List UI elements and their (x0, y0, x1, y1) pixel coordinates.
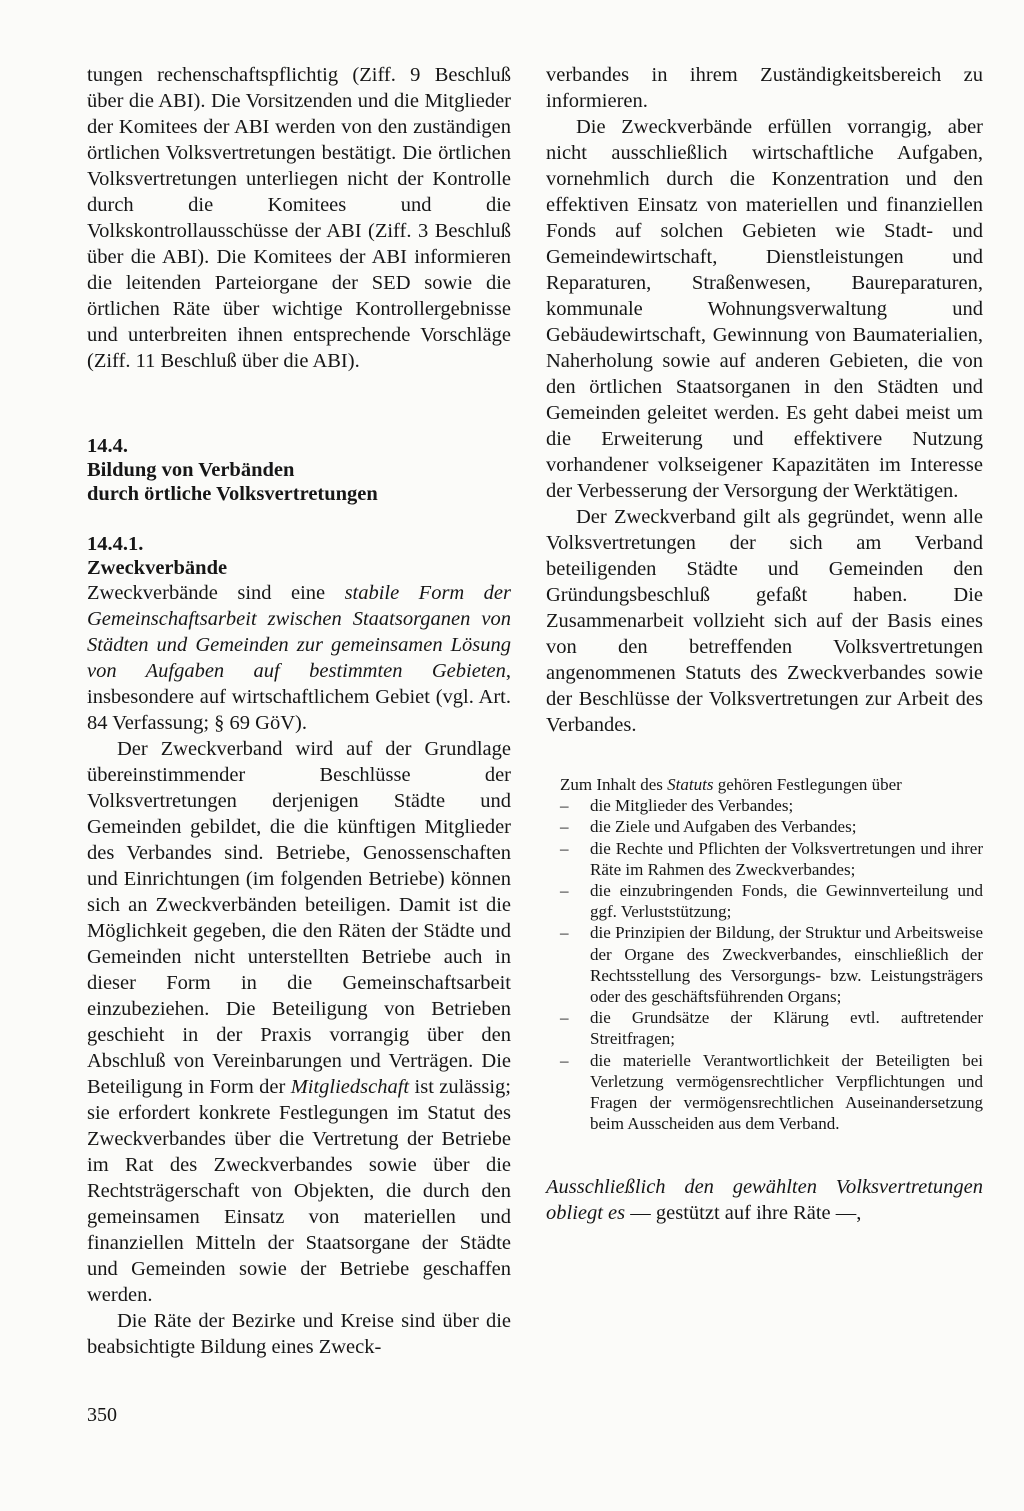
page-number: 350 (87, 1404, 117, 1426)
list-item: – die Grundsätze der Klärung evtl. auftretender Streitfragen; (560, 1008, 983, 1049)
box-intro: Zum Inhalt des Statuts gehören Festlegungen über (560, 775, 902, 794)
paragraph: Der Zweckverband gilt als gegründet, wenn alle Volksvertretungen der sich am Verband beteiligenden Städte und Gemeinden den Gründungsbeschluß gefaßt haben. Die Zusammenarbeit vollzieht sich auf der Basis eines von den betreffenden Volksvertretungen angenommenen Statuts des Zweckverbandes sowie der Beschlüsse der Volksvertretungen zur Arbeit des Verbandes. (546, 506, 983, 736)
section-title-line-2: durch örtliche Volksvertretungen (87, 483, 378, 505)
statute-content-box (560, 774, 983, 1134)
emphasis: Ausschließlich den gewählten Volksvertretungen obliegt es (546, 1176, 983, 1225)
list-item: – die Prinzipien der Bildung, der Struktur und Arbeitsweise der Organe des Zweckverbandes, einschließlich der Rechtsstellung des Versorgungs- bzw. Leistungsträgers oder des geschäftsführenden Organs; (560, 923, 983, 1007)
subsection-number: 14.4.1. (87, 533, 144, 555)
statute-list (560, 795, 983, 1134)
list-item: – die Ziele und Aufgaben des Verbandes; (560, 817, 857, 837)
paragraph: Zweckverbände sind eine stabile Form der Gemeinschaftsarbeit zwischen Staatsorganen von Städten und Gemeinden zur gemeinsamen Lösung von Aufgaben auf bestimmten Gebieten, insbesondere auf wirtschaftlichem Gebiet (vgl. Art. 84 Verfassung; § 69 GöV). (87, 582, 512, 734)
paragraph: Der Zweckverband wird auf der Grundlage übereinstimmender Beschlüsse der Volksvertretungen derjenigen Städte und Gemeinden gebildet, die die künftigen Mitglieder des Verbandes sind. Betriebe, Genossenschaften und Einrichtungen (im folgenden Betriebe) können sich an Zweckverbänden beteiligen. Damit ist die Möglichkeit gegeben, die den Räten der Städte und Gemeinden nicht unterstellten Betriebe auch in dieser Form in die Gemeinschaftsarbeit einzubeziehen. Die Beteiligung von Betrieben geschieht in der Praxis vorrangig über den Abschluß von Vereinbarungen und Verträgen. Die Beteiligung in Form der Mitgliedschaft ist zulässig; sie erfordert konkrete Festlegungen im Statut des Zweckverbandes über die Vertretung der Betriebe im Rat des Zweckverbandes sowie über die Rechtsträgerschaft von Objekten, die durch den gemeinsamen Einsatz von materiellen und finanziellen Mitteln der Staatsorgane der Städte und Gemeinden sowie der Betriebe geschaffen werden. (87, 738, 511, 1306)
emphasis: Statuts (667, 775, 714, 794)
list-item: – die materielle Verantwortlichkeit der Beteiligten bei Verletzung vermögensrechtlicher Verpflichtungen und Fragen der vermögensrechtlichen Auseinandersetzung beim Ausscheiden aus dem Verband. (560, 1050, 983, 1134)
list-item: – die Rechte und Pflichten der Volksvertretungen und ihrer Räte im Rahmen des Zweckverbandes; (560, 838, 983, 879)
subsection-title: Zweckverbände (87, 557, 228, 579)
list-item: – die Mitglieder des Verbandes; (560, 796, 794, 816)
paragraph: Die Zweckverbände erfüllen vorrangig, aber nicht ausschließlich wirtschaftliche Aufgaben, vornehmlich durch die Konzentration und den effektiven Einsatz von materiellen und finanziellen Fonds auf solchen Gebieten wie Stadt- und Gemeindewirtschaft, Dienstleistungen und Reparaturen, Straßenwesen, Baureparaturen, kommunale Wohnungsverwaltung und Gebäudewirtschaft, Gewinnung von Baumaterialien, Naherholung sowie auf anderen Gebieten, die von den örtlichen Staatsorganen in den Städten und Gemeinden geleitet werden. Es geht dabei meist um die Erweiterung und effektivere Nutzung vorhandener volkseigener Kapazitäten im Interesse der Verbesserung der Versorgung der Werktätigen. (546, 116, 983, 502)
section-number: 14.4. (87, 435, 128, 457)
paragraph: Die Räte der Bezirke und Kreise sind über die beabsichtigte Bildung eines Zweck- (87, 1310, 511, 1358)
emphasis: Mitgliedschaft (290, 1076, 410, 1098)
emphasis: stabile Form der Gemeinschaftsarbeit zwischen Staatsorganen von Städten und Gemeinden zur gemeinsamen Lösung von Aufgaben auf bestimmten Gebieten (87, 582, 512, 682)
section-title-line-1: Bildung von Verbänden (87, 459, 295, 481)
left-column (87, 62, 511, 1360)
paragraph: Ausschließlich den gewählten Volksvertretungen obliegt es — gestützt auf ihre Räte —, (546, 1176, 983, 1225)
paragraph: verbandes in ihrem Zuständigkeitsbereich zu informieren. (546, 64, 983, 112)
list-item: – die einzubringenden Fonds, die Gewinnverteilung und ggf. Verluststützung; (560, 881, 983, 922)
paragraph: tungen rechenschaftspflichtig (Ziff. 9 Beschluß über die ABI). Die Vorsitzenden und die Mitglieder der Komitees der ABI werden von den zuständigen örtlichen Volksvertretungen bestätigt. Die örtlichen Volksvertretungen unterliegen nicht der Kontrolle durch die Komitees und die Volkskontrollausschüsse der ABI (Ziff. 3 Beschluß über die ABI). Die Komitees der ABI informieren die leitenden Parteiorgane der SED sowie die örtlichen Räte über wichtige Kontrollergebnisse und unterbreiten ihnen entsprechende Vorschläge (Ziff. 11 Beschluß über die ABI). (87, 64, 511, 372)
right-column (546, 62, 983, 1226)
